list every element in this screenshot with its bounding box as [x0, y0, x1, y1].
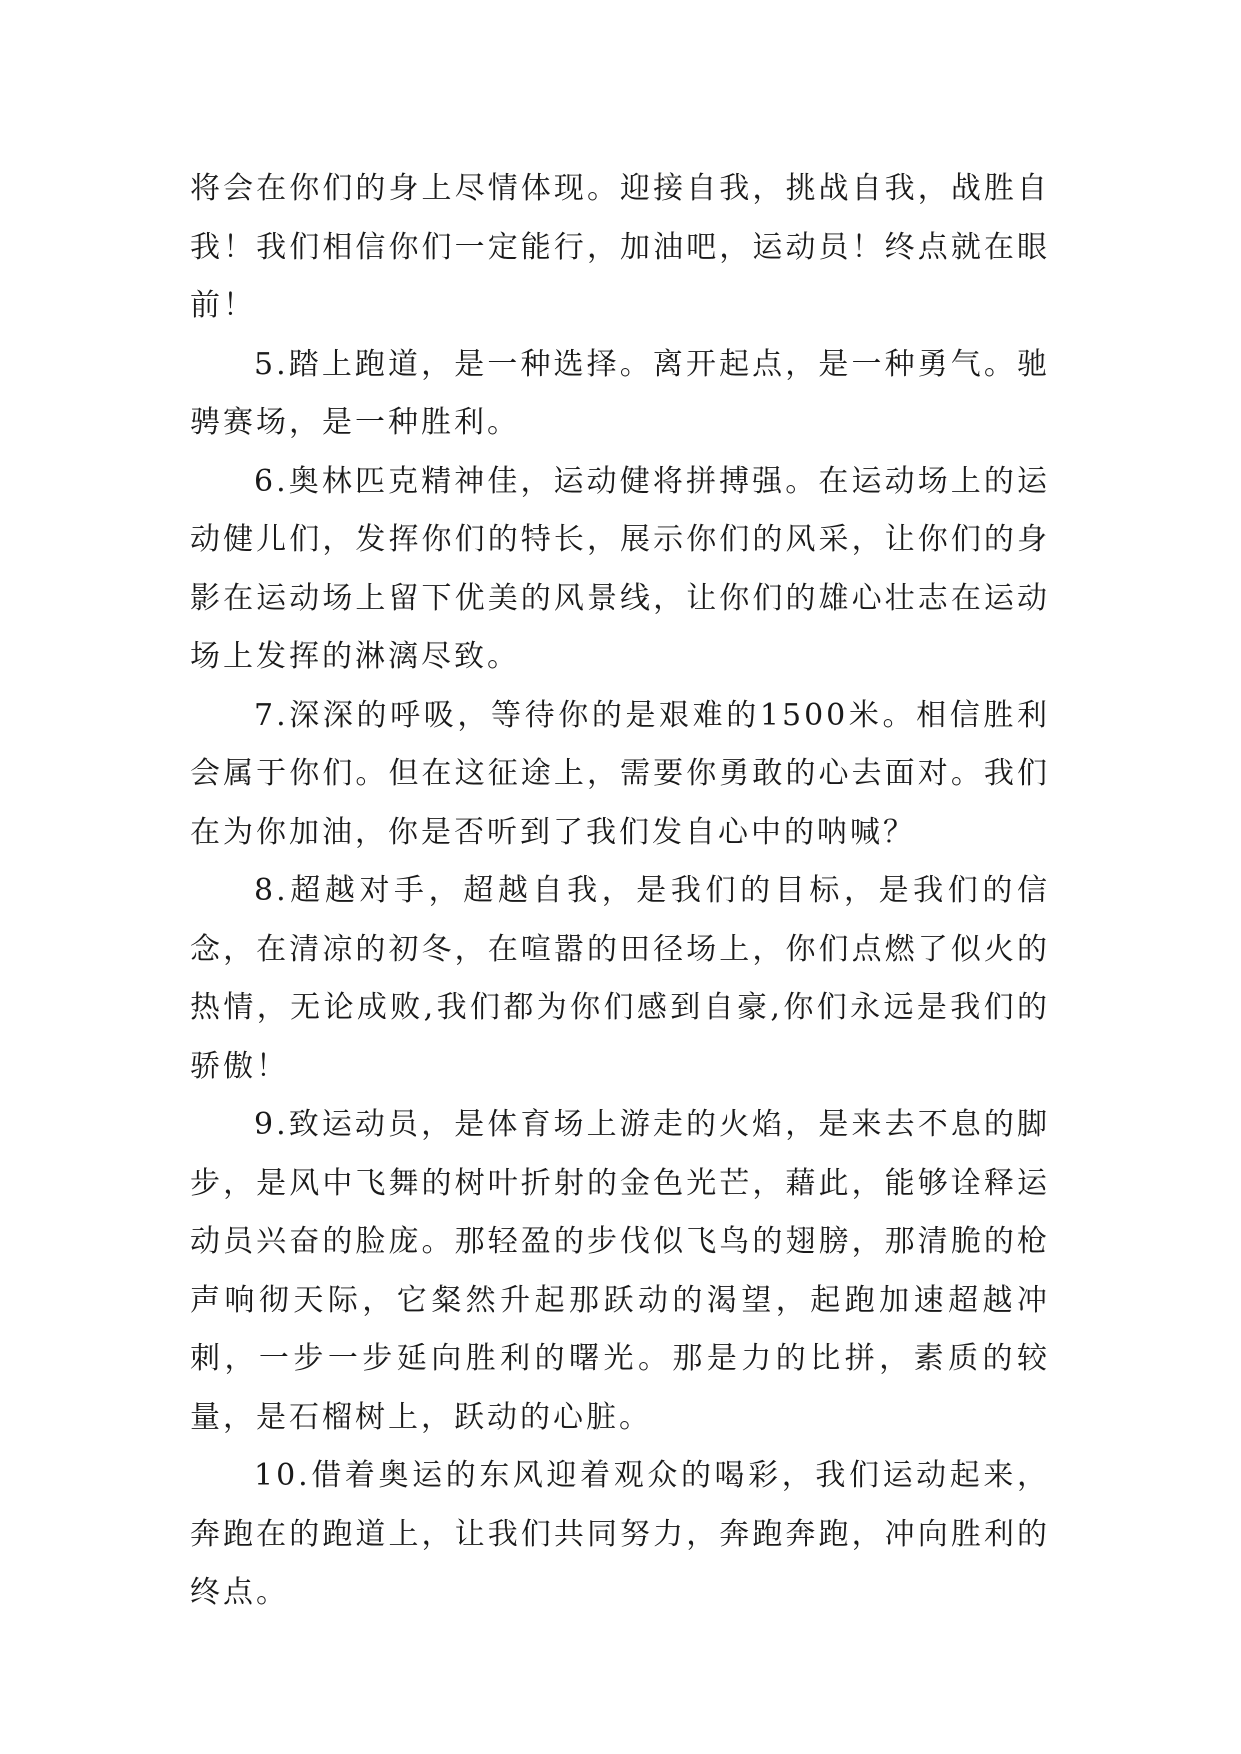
document-body: [190, 160, 1050, 1623]
paragraph-item-9: 9.致运动员，是体育场上游走的火焰，是来去不息的脚步，是风中飞舞的树叶折射的金色光芒，藉此，能够诠释运动员兴奋的脸庞。那轻盈的步伐似飞鸟的翅膀，那清脆的枪声响彻天际，它粲然升起那跃动的渴望，起跑加速超越冲刺，一步一步延向胜利的曙光。那是力的比拼，素质的较量，是石榴树上，跃动的心脏。: [190, 1107, 1050, 1435]
paragraph-item-7: 7.深深的呼吸，等待你的是艰难的1500米。相信胜利会属于你们。但在这征途上，需要你勇敢的心去面对。我们在为你加油，你是否听到了我们发自心中的呐喊？: [190, 697, 1050, 850]
paragraph-item-5: 5.踏上跑道，是一种选择。离开起点，是一种勇气。驰骋赛场，是一种胜利。: [190, 346, 1050, 440]
paragraph-item-10: 10.借着奥运的东风迎着观众的喝彩，我们运动起来，奔跑在的跑道上，让我们共同努力，奔跑奔跑，冲向胜利的终点。: [190, 1458, 1050, 1610]
paragraph-item-6: 6.奥林匹克精神佳，运动健将拼搏强。在运动场上的运动健儿们，发挥你们的特长，展示你们的风采，让你们的身影在运动场上留下优美的风景线，让你们的雄心壮志在运动场上发挥的淋漓尽致。: [190, 463, 1050, 674]
paragraph-item-8: 8.超越对手，超越自我，是我们的目标，是我们的信念，在清凉的初冬，在喧嚣的田径场上，你们点燃了似火的热情，无论成败,我们都为你们感到自豪,你们永远是我们的骄傲！: [190, 873, 1050, 1084]
paragraph-continuation: 将会在你们的身上尽情体现。迎接自我，挑战自我，战胜自我！我们相信你们一定能行，加油吧，运动员！终点就在眼前！: [190, 171, 1050, 323]
